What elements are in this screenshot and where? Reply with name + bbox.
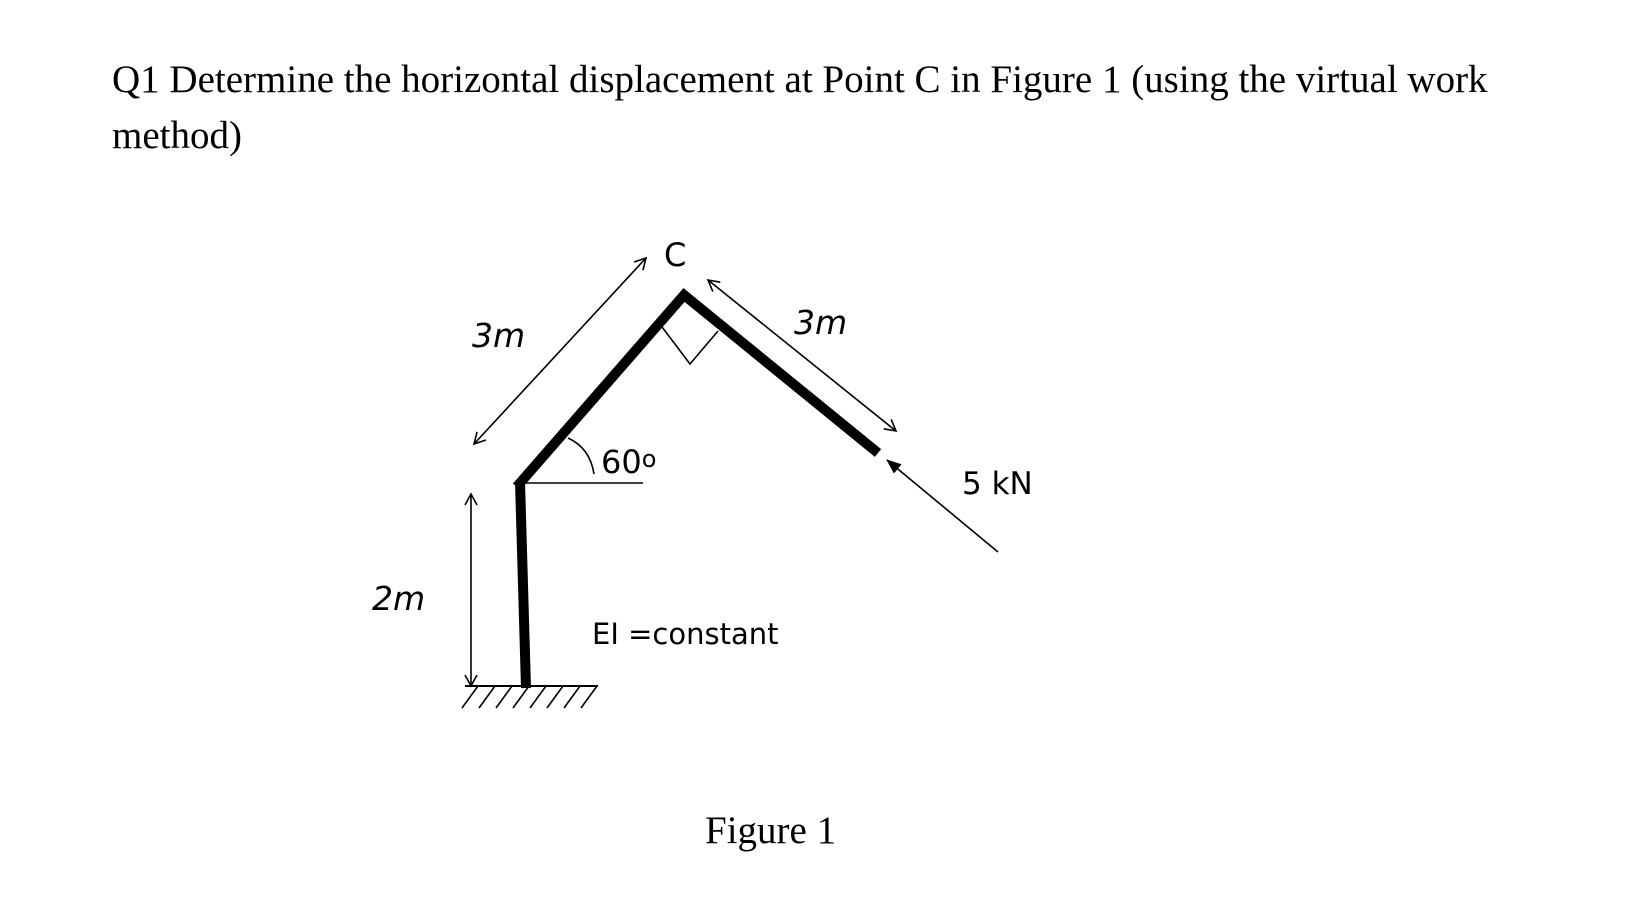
angle-arc	[568, 438, 594, 474]
column-length-label: 2m	[372, 579, 426, 618]
right-angle-marker	[659, 323, 718, 364]
point-c-label: C	[664, 236, 687, 274]
column-member	[520, 482, 526, 688]
stiffness-note: EI =constant	[592, 617, 779, 651]
fixed-support	[462, 686, 598, 708]
angle-value: 60	[601, 443, 642, 481]
figure-caption: Figure 1	[705, 809, 837, 852]
angle-label	[601, 443, 656, 481]
rafter-right-member	[684, 295, 878, 453]
left-rafter-length-label: 3m	[472, 316, 526, 355]
angle-unit-symbol: o	[641, 445, 657, 473]
question-text: Q1 Determine the horizontal displacement at Point C in Figure 1 (using the virtual work method)	[112, 58, 1488, 157]
load-label: 5 kN	[962, 466, 1033, 502]
right-rafter-length-label: 3m	[794, 303, 848, 342]
